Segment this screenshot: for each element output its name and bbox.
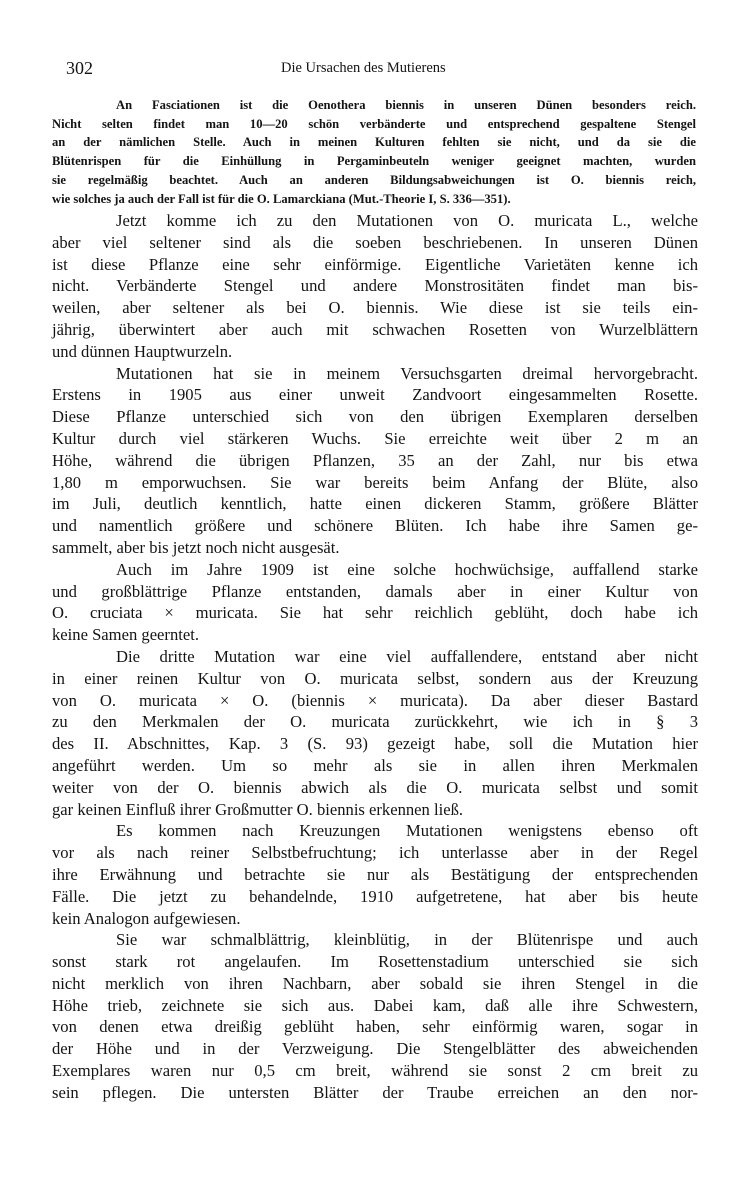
paragraph xyxy=(52,210,698,363)
text-line: gar keinen Einfluß ihrer Großmutter O. biennis erkennen ließ. xyxy=(52,799,464,819)
text-line: jährig, überwintert aber auch mit schwachen Rosetten von Wurzelblättern xyxy=(52,319,698,339)
text-line: 1,80 m emporwuchsen. Sie war bereits beim Anfang der Blüte, also xyxy=(52,472,698,492)
text-line: und dünnen Hauptwurzeln. xyxy=(52,341,233,361)
paragraph xyxy=(52,363,698,559)
text-line: Blütenrispen für die Einhüllung in Pergaminbeuteln weniger geeignet machten, wurden xyxy=(52,154,696,169)
text-line: An Fasciationen ist die Oenothera biennis in unseren Dünen besonders reich. xyxy=(116,98,696,112)
text-line: Nicht selten findet man 10—20 schön verbänderte und entsprechend gespaltene Stengel xyxy=(52,116,696,131)
text-line: Fälle. Die jetzt zu behandelnde, 1910 aufgetretene, hat aber bis heute xyxy=(52,886,698,906)
text-line: Diese Pflanze unterschied sich von den übrigen Exemplaren derselben xyxy=(52,407,698,427)
small-print-paragraph xyxy=(52,96,696,208)
page-header xyxy=(66,58,696,82)
paragraph xyxy=(52,646,698,820)
text-line: von O. muricata × O. (biennis × muricata). Da aber dieser Bastard xyxy=(52,690,698,710)
paragraph xyxy=(52,559,698,646)
text-line: Es kommen nach Kreuzungen Mutationen wenigstens ebenso oft xyxy=(116,821,698,841)
text-line: zu den Merkmalen der O. muricata zurückkehrt, wie ich in § 3 xyxy=(52,712,698,732)
text-line: Erstens in 1905 aus einer unweit Zandvoort eingesammelten Rosette. xyxy=(52,385,698,405)
text-line: angeführt werden. Um so mehr als sie in allen ihren Merkmalen xyxy=(52,755,698,775)
text-line: nicht. Verbänderte Stengel und andere Monstrositäten findet man bis- xyxy=(52,276,698,296)
page-number: 302 xyxy=(66,58,93,78)
text-line: in einer reinen Kultur von O. muricata selbst, sondern aus der Kreuzung xyxy=(52,668,698,688)
paragraph xyxy=(52,820,698,929)
text-line: im Juli, deutlich kenntlich, hatte einen dickeren Stamm, größere Blätter xyxy=(52,494,698,514)
text-line: Höhe, während die übrigen Pflanzen, 35 an der Zahl, nur bis etwa xyxy=(52,450,698,470)
text-line: ist diese Pflanze eine sehr einförmige. Eigentliche Varietäten kenne ich xyxy=(52,254,698,274)
text-line: sammelt, aber bis jetzt noch nicht ausgesät. xyxy=(52,537,340,557)
text-line: sie regelmäßig beachtet. Auch an anderen Bildungsabweichungen ist O. biennis reich, xyxy=(52,172,696,187)
text-line: und großblättrige Pflanze entstanden, damals aber in einer Kultur von xyxy=(52,581,698,601)
text-line: ihre Erwähnung und betrachte sie nur als Bestätigung der entsprechenden xyxy=(52,864,698,884)
running-title: Die Ursachen des Mutierens xyxy=(281,60,446,76)
text-line: Die dritte Mutation war eine viel auffallendere, entstand aber nicht xyxy=(116,646,698,666)
text-line: weilen, aber seltener als bei O. biennis. Wie diese ist sie teils ein- xyxy=(52,298,698,318)
text-line: von denen etwa dreißig geblüht haben, sehr einförmig waren, sogar in xyxy=(52,1017,698,1037)
text-line: Auch im Jahre 1909 ist eine solche hochwüchsige, auffallend starke xyxy=(116,559,698,579)
text-line: des II. Abschnittes, Kap. 3 (S. 93) gezeigt habe, soll die Mutation hier xyxy=(52,734,698,754)
text-line: Höhe trieb, zeichnete sie sich aus. Dabei kam, daß alle ihre Schwestern, xyxy=(52,995,698,1015)
text-line: Jetzt komme ich zu den Mutationen von O. muricata L., welche xyxy=(116,211,698,230)
text-line: weiter von der O. biennis abwich als die O. muricata selbst und somit xyxy=(52,777,698,797)
body-text xyxy=(52,210,698,1104)
text-line: wie solches ja auch der Fall ist für die O. Lamarckiana (Mut.-Theorie I, S. 336—351). xyxy=(52,191,511,206)
text-line: an der nämlichen Stelle. Auch in meinen Kulturen fehlten sie nicht, und da sie die xyxy=(52,135,696,150)
text-line: Kultur durch viel stärkeren Wuchs. Sie erreichte weit über 2 m an xyxy=(52,428,698,448)
text-line: Sie war schmalblättrig, kleinblütig, in der Blütenrispe und auch xyxy=(116,930,698,950)
text-line: Exemplares waren nur 0,5 cm breit, während sie sonst 2 cm breit zu xyxy=(52,1061,698,1081)
text-line: aber viel seltener sind als die soeben beschriebenen. In unseren Dünen xyxy=(52,232,698,252)
text-line: keine Samen geerntet. xyxy=(52,625,199,645)
text-line: der Höhe und in der Verzweigung. Die Stengelblätter des abweichenden xyxy=(52,1039,698,1059)
paragraph xyxy=(52,929,698,1103)
text-line: O. cruciata × muricata. Sie hat sehr reichlich geblüht, doch habe ich xyxy=(52,603,698,623)
text-line: und namentlich größere und schönere Blüten. Ich habe ihre Samen ge- xyxy=(52,516,698,536)
text-line: vor als nach reiner Selbstbefruchtung; ich unterlasse aber in der Regel xyxy=(52,843,698,863)
text-line: Mutationen hat sie in meinem Versuchsgarten dreimal hervorgebracht. xyxy=(116,363,698,383)
text-line: sonst stark rot angelaufen. Im Rosettenstadium unterschied sie sich xyxy=(52,952,698,972)
text-line: kein Analogon aufgewiesen. xyxy=(52,908,241,928)
text-line: nicht merklich von ihren Nachbarn, aber sobald sie ihren Stengel in die xyxy=(52,973,698,993)
text-line: sein pflegen. Die untersten Blätter der Traube erreichen an den nor- xyxy=(52,1082,698,1102)
